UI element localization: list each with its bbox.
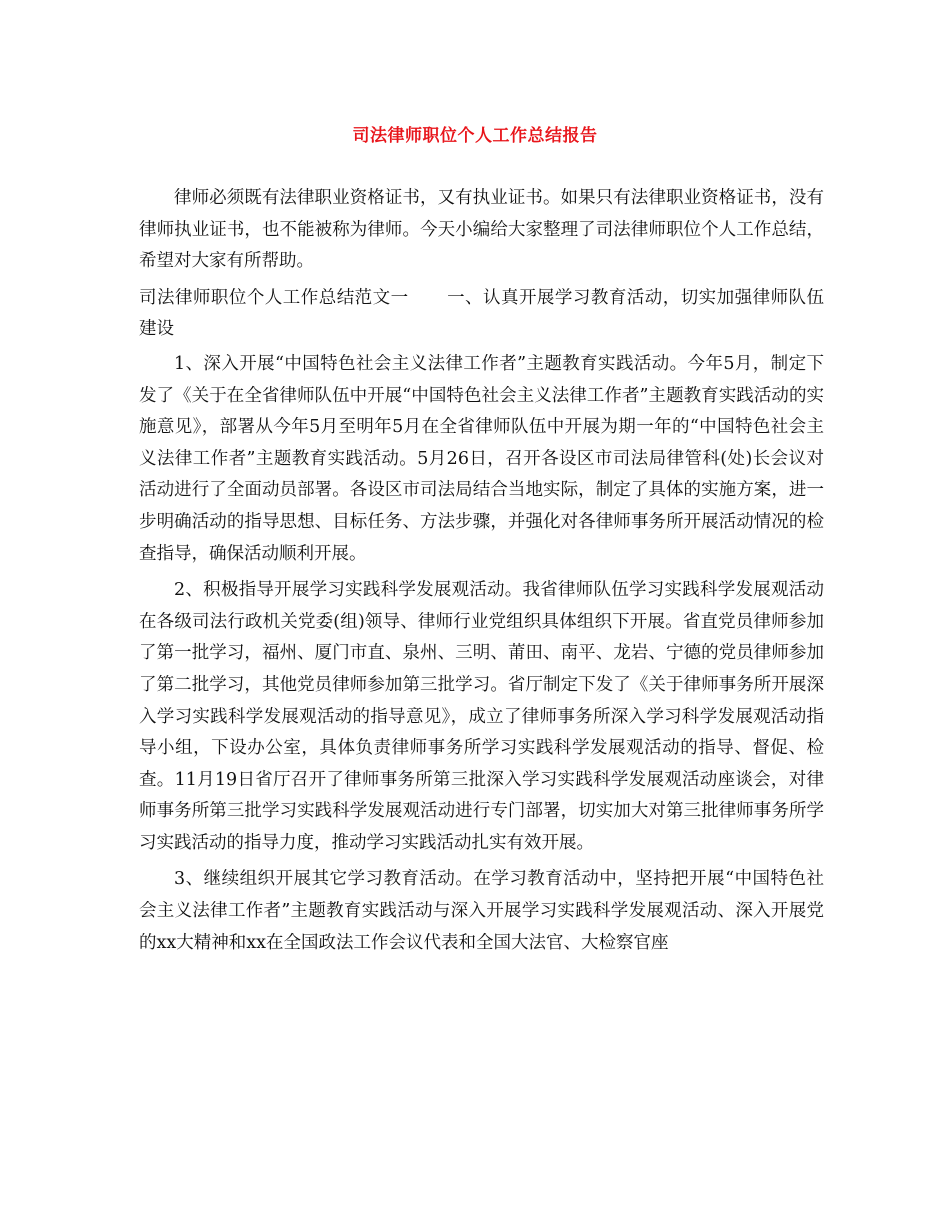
sample-label: 司法律师职位个人工作总结范文一	[139, 287, 409, 308]
body-paragraph-3: 3、继续组织开展其它学习教育活动。在学习教育活动中，坚持把开展“中国特色社会主义法律工作者”主题教育实践活动与深入开展学习实践科学发展观活动、深入开展党的xx大精神和xx在全国政法工作会议代表和全国大法官、大检察官座	[139, 869, 824, 953]
document-body	[139, 183, 824, 959]
document-title: 司法律师职位个人工作总结报告	[352, 126, 598, 146]
section-heading: 一、认真开展学习教育活动，切实加强律师队伍建设	[139, 287, 825, 340]
body-paragraph-1: 1、深入开展“中国特色社会主义法律工作者”主题教育实践活动。今年5月，制定下发了《关于在全省律师队伍中开展“中国特色社会主义法律工作者”主题教育实践活动的实施意见》，部署从今年5月至明年5月在全省律师队伍中开展为期一年的“中国特色社会主义法律工作者”主题教育实践活动。5月26日，召开各设区市司法局律管科(处)长会议对活动进行了全面动员部署。各设区市司法局结合当地实际，制定了具体的实施方案，进一步明确活动的指导思想、目标任务、方法步骤，并强化对各律师事务所开展活动情况的检查指导，确保活动顺利开展。	[139, 353, 824, 564]
sample-heading-line	[139, 283, 824, 346]
intro-paragraph: 律师必须既有法律职业资格证书，又有执业证书。如果只有法律职业资格证书，没有律师执业证书，也不能被称为律师。今天小编给大家整理了司法律师职位个人工作总结，希望对大家有所帮助。	[139, 188, 824, 272]
body-paragraph-2: 2、积极指导开展学习实践科学发展观活动。我省律师队伍学习实践科学发展观活动在各级司法行政机关党委(组)领导、律师行业党组织具体组织下开展。省直党员律师参加了第一批学习，福州、厦门市直、泉州、三明、莆田、南平、龙岩、宁德的党员律师参加了第二批学习，其他党员律师参加第三批学习。省厅制定下发了《关于律师事务所开展深入学习实践科学发展观活动的指导意见》，成立了律师事务所深入学习科学发展观活动指导小组，下设办公室，具体负责律师事务所学习实践科学发展观活动的指导、督促、检查。11月19日省厅召开了律师事务所第三批深入学习实践科学发展观活动座谈会，对律师事务所第三批学习实践科学发展观活动进行专门部署，切实加大对第三批律师事务所学习实践活动的指导力度，推动学习实践活动扎实有效开展。	[139, 580, 824, 853]
